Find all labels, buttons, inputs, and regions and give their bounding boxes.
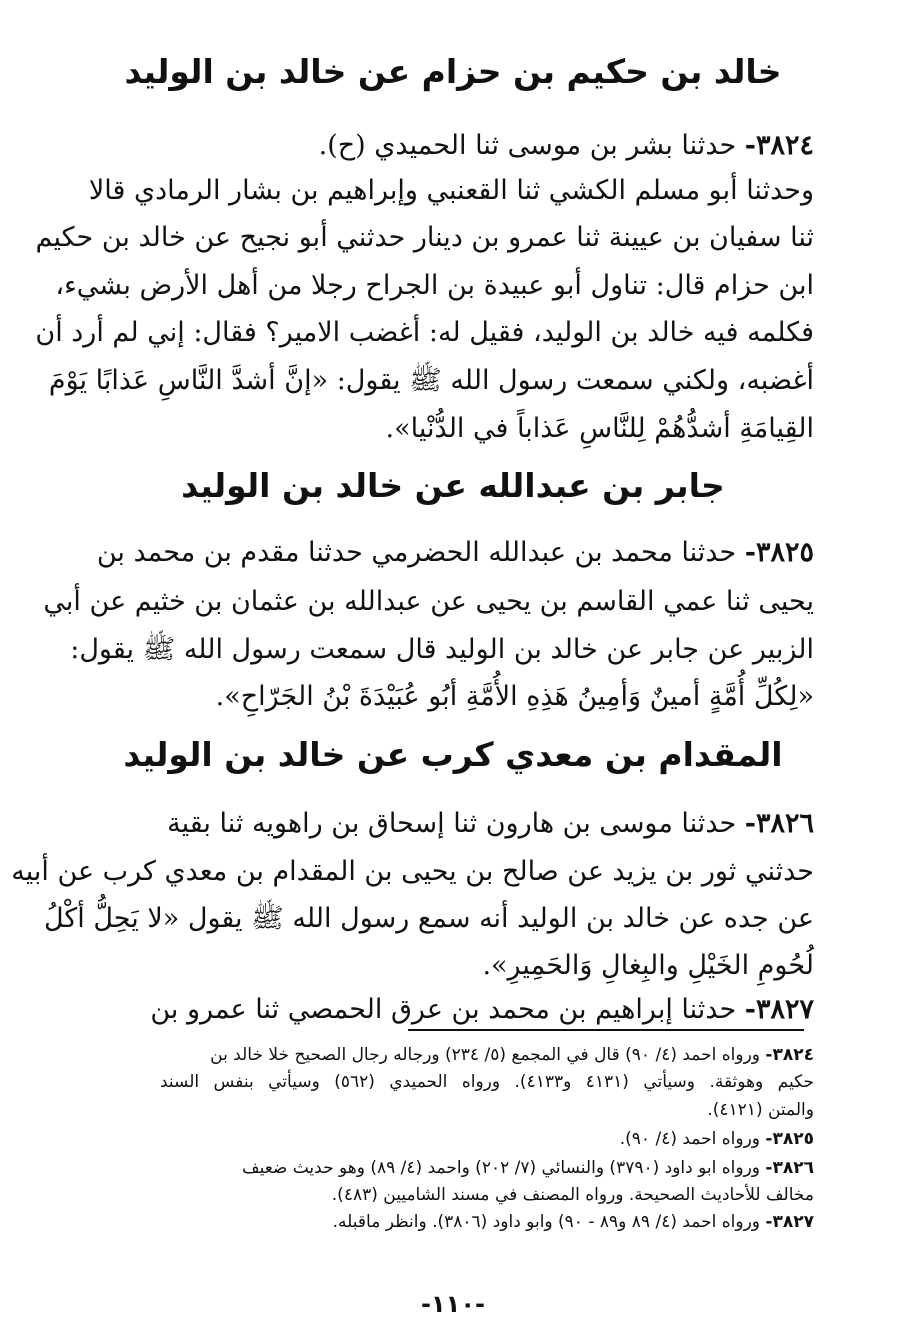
footnote-3824-line-2: حكيم وهوثقة. وسيأتي (٤١٣١ و٤١٣٣). ورواه الحميدي (٥٦٢) وسيأتي بنفس السند [160, 1072, 815, 1092]
footnote-3824-line-3: والمتن (٤١٢١). [707, 1100, 814, 1120]
hadith-3824-line-1 [150, 126, 814, 166]
hadith-3824-line-2: وحدثنا أبو مسلم الكشي ثنا القعنبي وإبراهيم بن بشار الرمادي قالا [88, 175, 814, 206]
footnote-number: ٣٨٢٧- [765, 1212, 814, 1232]
footnote-divider [408, 1029, 804, 1031]
section-heading-jabir: جابر بن عبدالله عن خالد بن الوليد [181, 466, 725, 505]
footnote-3827 [160, 1209, 814, 1235]
hadith-3824-line-3: ثنا سفيان بن عيينة ثنا عمرو بن دينار حدثني أبو نجيح عن خالد بن حكيم [35, 222, 814, 253]
footnote-text: ورواه احمد (٤/ ٩٠). [619, 1129, 766, 1149]
hadith-3826-line-1 [150, 804, 814, 844]
hadith-text: حدثنا إبراهيم بن محمد بن عرق الحمصي ثنا عمرو بن [150, 994, 745, 1025]
hadith-3827-line-1 [150, 990, 814, 1030]
hadith-3824-line-4: ابن حزام قال: تناول أبو عبيدة بن الجراح رجلا من أهل الأرض بشيء، [55, 270, 814, 301]
hadith-text: حدثنا موسى بن هارون ثنا إسحاق بن راهويه ثنا بقية [167, 808, 745, 839]
hadith-number: ٣٨٢٥- [744, 537, 814, 568]
footnote-3826-line-1 [160, 1155, 814, 1181]
hadith-3824-line-7: القِيامَةِ أشدُّهُمْ لِلنَّاسِ عَذاباً في الدُّنْيا». [385, 413, 814, 444]
footnote-3826-line-2: مخالف للأحاديث الصحيحة. ورواه المصنف في مسند الشاميين (٤٨٣). [331, 1185, 814, 1205]
footnote-3824-line-1 [160, 1042, 814, 1068]
hadith-3824-line-5: فكلمه فيه خالد بن الوليد، فقيل له: أغضب الامير؟ فقال: إني لم أرد أن [35, 317, 814, 348]
hadith-3825-line-3: الزبير عن جابر عن خالد بن الوليد قال سمعت رسول الله ﷺ يقول: [70, 634, 814, 665]
footnote-number: ٣٨٢٤- [765, 1045, 814, 1065]
hadith-3825-line-4: «لِكُلِّ أُمَّةٍ أمينٌ وَأمِينُ هَذِهِ الأُمَّةِ أبُو عُبَيْدَةَ بْنُ الجَرّاحِ». [215, 681, 814, 712]
footnote-3825 [160, 1126, 814, 1152]
hadith-3824-line-6: أغضبه، ولكني سمعت رسول الله ﷺ يقول: «إنَّ أشدَّ النَّاسِ عَذابًا يَوْمَ [48, 365, 814, 396]
hadith-3825-line-2: يحيى ثنا عمي القاسم بن يحيى عن عبدالله بن عثمان بن خثيم عن أبي [43, 586, 814, 617]
hadith-number: ٣٨٢٤- [744, 130, 814, 161]
hadith-text: حدثنا محمد بن عبدالله الحضرمي حدثنا مقدم بن محمد بن [96, 537, 745, 568]
hadith-3826-line-3: عن جده عن خالد بن الوليد أنه سمع رسول الله ﷺ يقول «لا يَحِلُّ أكْلُ [43, 903, 814, 934]
footnote-number: ٣٨٢٦- [765, 1158, 814, 1178]
hadith-3825-line-1 [96, 533, 814, 573]
section-heading-khalid-bin-hakim: خالد بن حكيم بن حزام عن خالد بن الوليد [124, 52, 782, 91]
hadith-3826-line-4: لُحُومِ الخَيْلِ والبِغالِ وَالحَمِيرِ». [482, 950, 814, 981]
footnote-number: ٣٨٢٥- [765, 1129, 814, 1149]
hadith-3826-line-2: حدثني ثور بن يزيد عن صالح بن يحيى بن المقدام بن معدي كرب عن أبيه [11, 856, 814, 887]
page-number: -١١٠- [421, 1290, 485, 1318]
hadith-text: حدثنا بشر بن موسى ثنا الحميدي (ح). [318, 130, 745, 161]
section-heading-miqdam: المقدام بن معدي كرب عن خالد بن الوليد [123, 735, 783, 774]
footnote-text: ورواه احمد (٤/ ٨٩ و٨٩ - ٩٠) وابو داود (٣٨٠٦). وانظر ماقبله. [332, 1212, 766, 1232]
footnote-text: ورواه احمد (٤/ ٩٠) قال في المجمع (٥/ ٢٣٤) ورجاله رجال الصحيح خلا خالد بن [210, 1045, 766, 1065]
footnote-text: ورواه ابو داود (٣٧٩٠) والنسائي (٧/ ٢٠٢) واحمد (٤/ ٨٩) وهو حديث ضعيف [241, 1158, 766, 1178]
hadith-number: ٣٨٢٦- [744, 808, 814, 839]
hadith-number: ٣٨٢٧- [744, 994, 814, 1025]
